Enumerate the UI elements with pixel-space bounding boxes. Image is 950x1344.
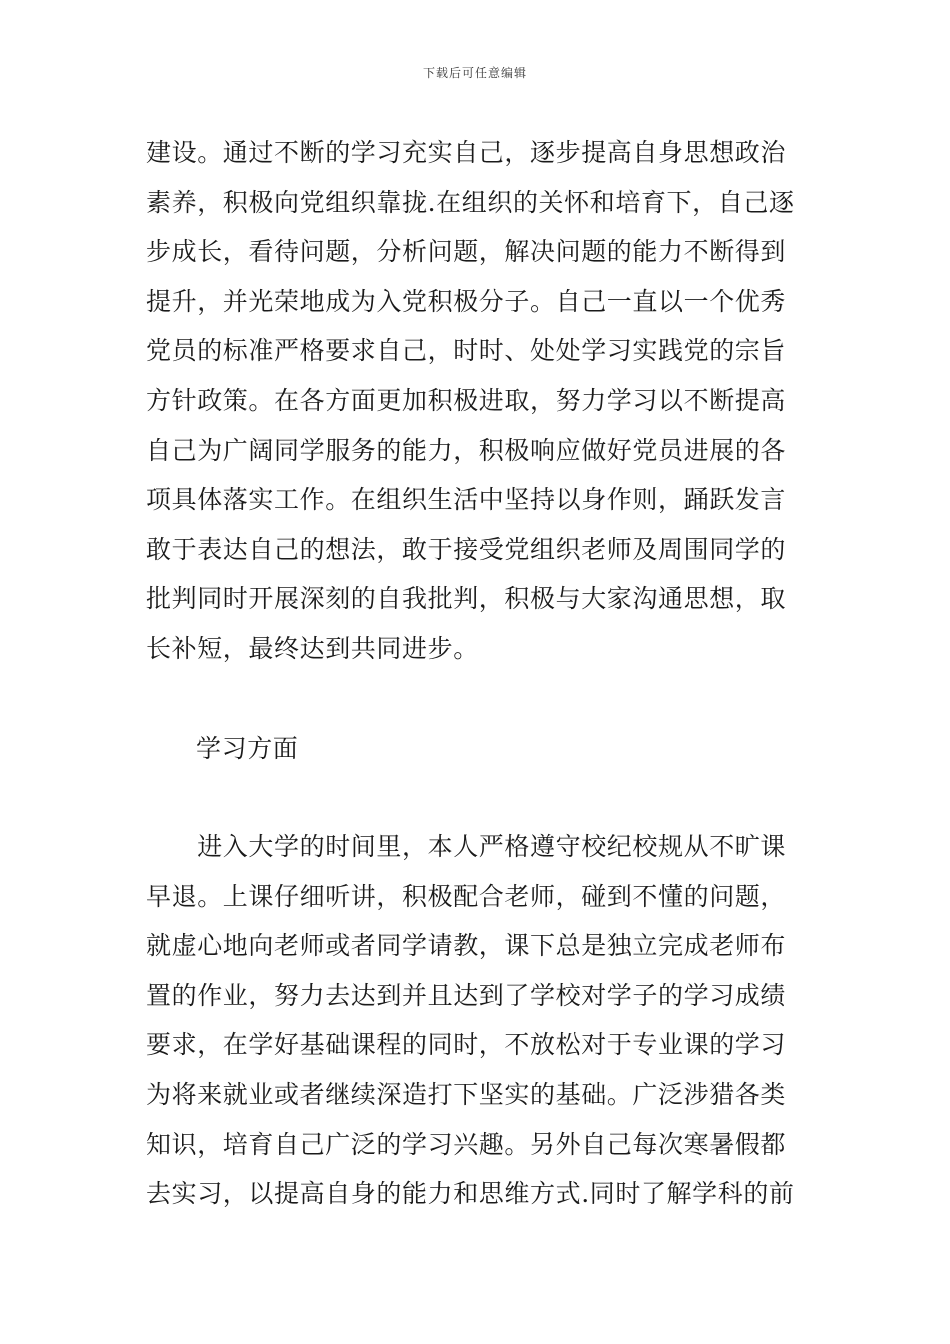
page-header: 下载后可任意编辑 bbox=[422, 66, 527, 80]
section-heading-study: 学习方面 bbox=[196, 734, 299, 763]
paragraph-party-work: 建设。通过不断的学习充实自己，逐步提高自身思想政治 素养，积极向党组织靠拢.在组织的关怀和培育下，自己逐 步成长，看待问题，分析问题，解决问题的能力不断得到 提升，并光荣地成为入党积极分子。自己一直以一个优秀 党员的标准严格要求自己，时时、处处学习实践党的宗旨 方针政策。在各方面更加积极进取，努力学习以不断提高 自己为广阔同学服务的能力，积极响应做好党员进展的各 项具体落实工作。在组织生活中坚持以身作则，踊跃发言 敢于表达自己的想法，敢于接受党组织老师及周围同学的 批判同时开展深刻的自我批判，积极与大家沟通思想，取 长补短，最终达到共同进步。 bbox=[146, 138, 795, 663]
paragraph-study: 进入大学的时间里，本人严格遵守校纪校规从不旷课 早退。上课仔细听讲，积极配合老师，碰到不懂的问题， 就虚心地向老师或者同学请教，课下总是独立完成老师布 置的作业，努力去达到并且达到了学校对学子的学习成绩 要求，在学好基础课程的同时，不放松对于专业课的学习 为将来就业或者继续深造打下坚实的基础。广泛涉猎各类 知识，培育自己广泛的学习兴趣。另外自己每次寒暑假都 去实习，以提高自身的能力和思维方式.同时了解学科的前 bbox=[146, 832, 795, 1209]
